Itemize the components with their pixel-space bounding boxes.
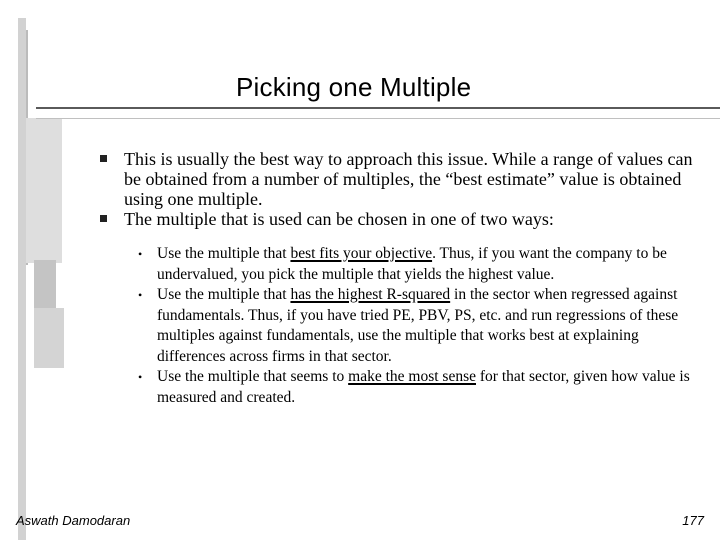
sub-bullet-text: for that sector, given how value is measured and created.: [157, 368, 690, 406]
sub-bullet-item: [138, 244, 698, 285]
dot-bullet-icon: •: [138, 288, 143, 302]
sub-bullet-item: [138, 367, 698, 408]
left-block-decoration: [34, 308, 64, 368]
dot-bullet-icon: •: [138, 370, 143, 384]
page-number: 177: [682, 513, 704, 528]
square-bullet-icon: [100, 215, 107, 222]
sub-bullet-text: Use the multiple that seems to: [157, 368, 349, 385]
sub-bullet-item: [138, 285, 698, 367]
title-divider: [36, 107, 720, 109]
slide-title: Picking one Multiple: [236, 72, 472, 102]
sub-bullet-emphasis: has the highest R-squared: [290, 286, 451, 303]
left-block-decoration: [34, 260, 56, 308]
square-bullet-icon: [100, 155, 107, 162]
bullet-item: [100, 209, 700, 229]
left-edge-decoration: [18, 18, 26, 540]
bullet-text: The multiple that is used can be chosen in one of two ways:: [124, 209, 554, 229]
bullet-text: This is usually the best way to approach this issue. While a range of values can be obtained from a number of multiples, the “best estimate” value is obtained using one multiple.: [124, 149, 693, 209]
bullet-item: [100, 149, 700, 209]
sub-bullet-text: Use the multiple that: [157, 245, 291, 262]
sub-bullet-list: [138, 244, 698, 408]
footer-author: Aswath Damodaran: [16, 513, 131, 528]
title-divider-thin: [36, 118, 720, 119]
sub-bullet-text: in the sector when regressed against fundamentals. Thus, if you have tried PE, PBV, PS, etc. and run regressions of these multiples against fundamentals, use the multiple that works best at explaining differences across firms in that sector.: [157, 286, 679, 365]
sub-bullet-emphasis: best fits your objective: [290, 245, 433, 262]
sub-bullet-emphasis: make the most sense: [348, 368, 476, 385]
left-block-decoration: [26, 118, 62, 263]
sub-bullet-text: . Thus, if you want the company to be undervalued, you pick the multiple that yields the highest value.: [157, 245, 667, 283]
main-bullet-list: [100, 149, 700, 229]
sub-bullet-text: Use the multiple that: [157, 286, 291, 303]
dot-bullet-icon: •: [138, 247, 143, 261]
